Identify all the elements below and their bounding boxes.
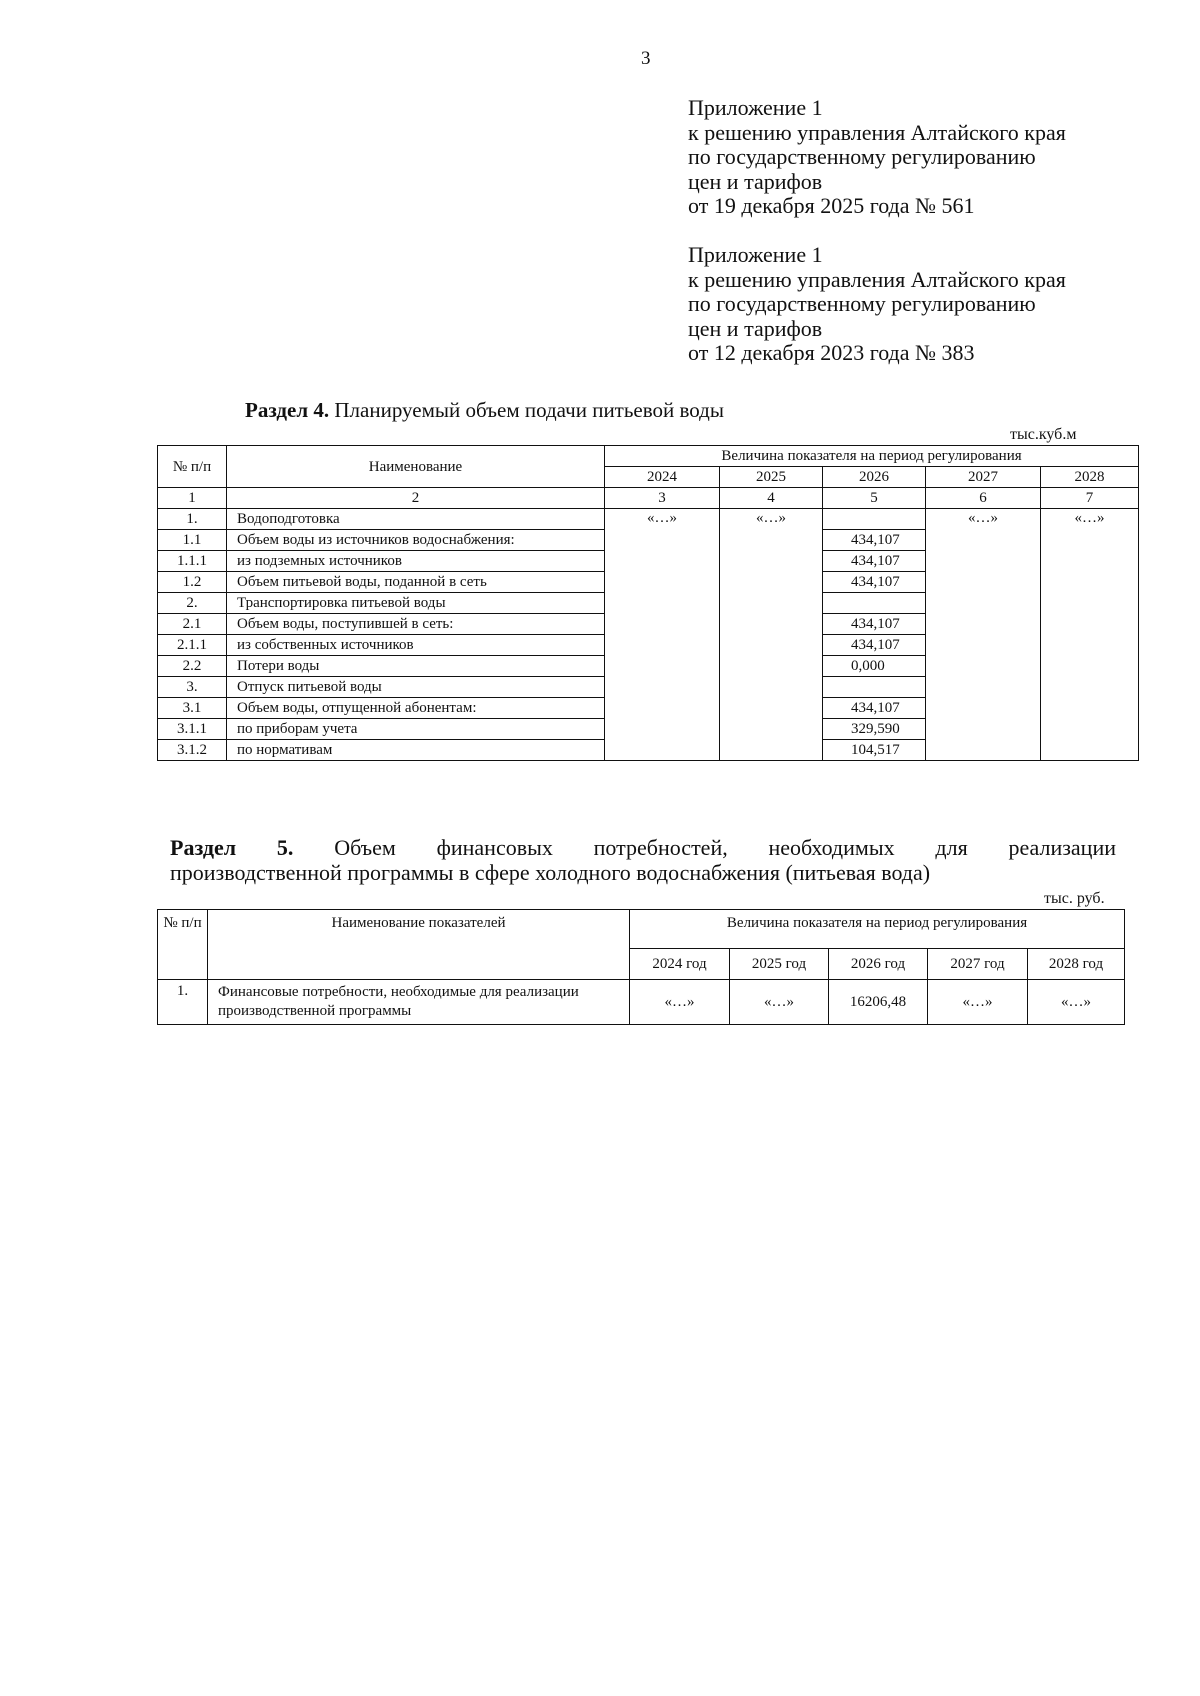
row-name: Объем питьевой воды, поданной в сеть <box>227 572 605 593</box>
value-2026: 16206,48 <box>829 980 928 1025</box>
row-num: 3.1.1 <box>158 719 227 740</box>
row-num: 3.1.2 <box>158 740 227 761</box>
value-2028: «…» <box>1041 509 1139 761</box>
col-number: 2 <box>227 488 605 509</box>
col-number: 7 <box>1041 488 1139 509</box>
header-num: № п/п <box>158 910 208 980</box>
row-name: Отпуск питьевой воды <box>227 677 605 698</box>
value-2027: «…» <box>928 980 1028 1025</box>
row-name: по нормативам <box>227 740 605 761</box>
section4-unit: тыс.куб.м <box>1010 426 1077 443</box>
value-2028: «…» <box>1028 980 1125 1025</box>
value-2024: «…» <box>630 980 730 1025</box>
header-year: 2026 <box>823 467 926 488</box>
header-year: 2028 год <box>1028 949 1125 980</box>
row-num: 3. <box>158 677 227 698</box>
appendix-line: от 19 декабря 2025 года № 561 <box>688 193 975 218</box>
appendix-line: по государственному регулированию <box>688 144 1036 169</box>
value-2024: «…» <box>605 509 720 761</box>
row-num: 1. <box>158 980 208 1025</box>
header-year: 2026 год <box>829 949 928 980</box>
value-2026: 434,107 <box>823 635 926 656</box>
col-number: 3 <box>605 488 720 509</box>
value-2026 <box>823 677 926 698</box>
section5-unit: тыс. руб. <box>1044 890 1105 907</box>
header-year: 2027 <box>926 467 1041 488</box>
header-year: 2028 <box>1041 467 1139 488</box>
row-num: 1. <box>158 509 227 530</box>
value-2026: 434,107 <box>823 530 926 551</box>
row-num: 1.2 <box>158 572 227 593</box>
row-name: Финансовые потребности, необходимые для реализации производственной программы <box>208 980 630 1025</box>
row-num: 3.1 <box>158 698 227 719</box>
appendix-line: к решению управления Алтайского края <box>688 266 1066 292</box>
header-period: Величина показателя на период регулирования <box>630 910 1125 949</box>
row-name: Объем воды, отпущенной абонентам: <box>227 698 605 719</box>
appendix-line: к решению управления Алтайского края <box>688 119 1066 145</box>
row-num: 1.1 <box>158 530 227 551</box>
row-num: 2. <box>158 593 227 614</box>
row-name: Потери воды <box>227 656 605 677</box>
col-number: 4 <box>720 488 823 509</box>
appendix-line: Приложение 1 <box>688 242 823 267</box>
row-name: Объем воды, поступившей в сеть: <box>227 614 605 635</box>
row-name: из собственных источников <box>227 635 605 656</box>
header-year: 2024 <box>605 467 720 488</box>
value-2025: «…» <box>720 509 823 761</box>
appendix-line: цен и тарифов <box>688 315 823 341</box>
section4-title-text: Планируемый объем подачи питьевой воды <box>329 398 724 422</box>
value-2026 <box>823 509 926 530</box>
appendix-line: от 12 декабря 2023 года № 383 <box>688 340 975 365</box>
row-name: Транспортировка питьевой воды <box>227 593 605 614</box>
header-name: Наименование показателей <box>208 910 630 980</box>
value-2026: 104,517 <box>823 740 926 761</box>
header-year: 2025 <box>720 467 823 488</box>
row-name: Объем воды из источников водоснабжения: <box>227 530 605 551</box>
row-num: 1.1.1 <box>158 551 227 572</box>
col-number: 5 <box>823 488 926 509</box>
header-year: 2027 год <box>928 949 1028 980</box>
value-2026: 329,590 <box>823 719 926 740</box>
section5-title-text: Объем финансовых потребностей, необходимых для реализации <box>293 835 1116 860</box>
section4-title <box>245 398 724 423</box>
appendix-line: по государственному регулированию <box>688 291 1036 316</box>
page-number: 3 <box>641 48 651 69</box>
appendix-line: Приложение 1 <box>688 95 823 120</box>
row-name: по приборам учета <box>227 719 605 740</box>
value-2026: 434,107 <box>823 698 926 719</box>
row-name: Водоподготовка <box>227 509 605 530</box>
value-2027: «…» <box>926 509 1041 761</box>
row-num: 2.1.1 <box>158 635 227 656</box>
section5-title-bold: Раздел 5. <box>170 835 294 860</box>
water-supply-volume-table <box>157 445 1139 761</box>
col-number: 1 <box>158 488 227 509</box>
header-period: Величина показателя на период регулирования <box>605 446 1139 467</box>
value-2026 <box>823 593 926 614</box>
value-2025: «…» <box>730 980 829 1025</box>
header-name: Наименование <box>227 446 605 488</box>
value-2026: 434,107 <box>823 614 926 635</box>
header-year: 2025 год <box>730 949 829 980</box>
value-2026: 434,107 <box>823 572 926 593</box>
section4-title-bold: Раздел 4. <box>245 398 330 422</box>
header-num: № п/п <box>158 446 227 488</box>
appendix-block-current <box>688 96 1066 219</box>
col-number: 6 <box>926 488 1041 509</box>
row-num: 2.2 <box>158 656 227 677</box>
row-name: из подземных источников <box>227 551 605 572</box>
header-year: 2024 год <box>630 949 730 980</box>
value-2026: 434,107 <box>823 551 926 572</box>
table-row <box>158 509 1139 530</box>
row-num: 2.1 <box>158 614 227 635</box>
appendix-line: цен и тарифов <box>688 168 823 194</box>
financial-needs-table <box>157 909 1125 1025</box>
appendix-block-original <box>688 243 1066 366</box>
value-2026: 0,000 <box>823 656 926 677</box>
section5-title <box>170 835 1116 885</box>
section5-title-line2: производственной программы в сфере холодного водоснабжения (питьевая вода) <box>170 860 931 885</box>
